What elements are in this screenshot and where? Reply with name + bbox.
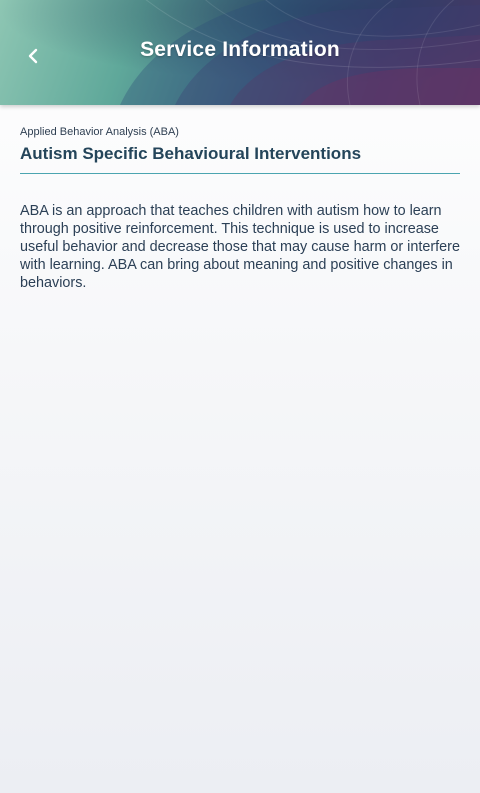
service-description: ABA is an approach that teaches children with autism how to learn through positive reinforcement. This technique is used to increase useful behavior and decrease those that may cause harm or interfere with learning. ABA can bring about meaning and positive changes in behaviors.	[20, 203, 460, 291]
page-title: Service Information	[140, 38, 340, 61]
service-category: Applied Behavior Analysis (ABA)	[20, 126, 179, 138]
service-name: Autism Specific Behavioural Interventions	[20, 144, 460, 174]
chevron-left-icon	[27, 48, 39, 64]
back-button[interactable]	[18, 40, 48, 72]
app-header	[0, 0, 480, 105]
service-details	[20, 126, 460, 292]
